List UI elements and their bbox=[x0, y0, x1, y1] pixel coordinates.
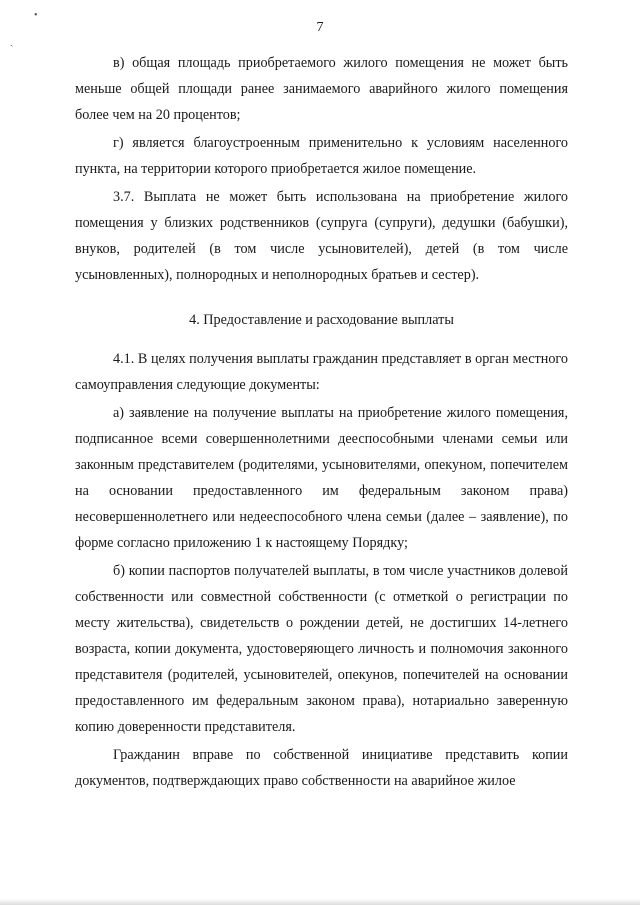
paragraph-g: г) является благоустроенным применительно к условиям населенного пункта, на территории которого приобретается жилое помещение. bbox=[75, 135, 568, 177]
paragraph-3-7: 3.7. Выплата не может быть использована на приобретение жилого помещения у близких родственников (супруга (супруги), дедушки (бабушки), внуков, родителей (в том числе усыновителей), детей (в том числе усыновленных), полнородных и неполнородных братьев и сестер). bbox=[75, 189, 568, 283]
paragraph-b: б) копии паспортов получателей выплаты, в том числе участников долевой собственности или совместной собственности (с отметкой о регистрации по месту жительства), свидетельств о рождении детей, не достигших 14-летнего возраста, копии документа, удостоверяющего личность и полномочия законного представителя (родителей, усыновителей, опекунов, попечителей на основании предоставленного им федеральным законом права), нотариально заверенную копию доверенности представителя. bbox=[75, 563, 568, 735]
page-bottom-edge bbox=[0, 899, 640, 905]
paragraph-a: а) заявление на получение выплаты на приобретение жилого помещения, подписанное всеми совершеннолетними дееспособными членами семьи или законным представителем (родителями, усыновителями, опекуном, попечителем на основании предоставленного им федеральным законом права) несовершеннолетнего или недееспособного члена семьи (далее – заявление), по форме согласно приложению 1 к настоящему Порядку; bbox=[75, 405, 568, 551]
section-heading: 4. Предоставление и расходование выплаты bbox=[189, 312, 454, 328]
paragraph-4-1: 4.1. В целях получения выплаты гражданин представляет в орган местного самоуправления следующие документы: bbox=[75, 351, 568, 393]
document-body bbox=[75, 50, 568, 796]
paragraph-citizen-right: Гражданин вправе по собственной инициативе представить копии документов, подтверждающих право собственности на аварийное жилое bbox=[75, 747, 568, 789]
paragraph-v: в) общая площадь приобретаемого жилого помещения не может быть меньше общей площади ранее занимаемого аварийного жилого помещения более чем на 20 процентов; bbox=[75, 55, 568, 123]
page-number: 7 bbox=[316, 20, 324, 35]
scan-mark-left: ˎ bbox=[10, 36, 14, 47]
scan-mark-top: • bbox=[34, 10, 38, 21]
